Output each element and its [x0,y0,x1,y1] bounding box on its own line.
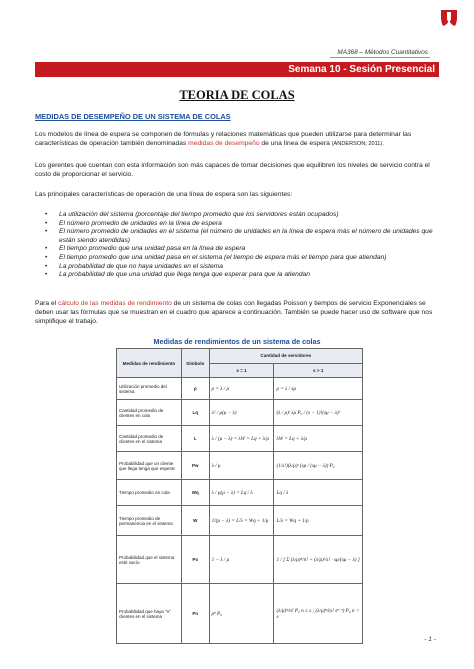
measure-name: Tiempo promedio de permanencia en el sistema [117,506,182,536]
measure-name: Probabilidad que el sistema esté vacío [117,536,182,584]
formula-sn: (1/s!)(λ/μ)ˢ (sμ / (sμ − λ)) P₀ [274,452,363,480]
measure-name: Cantidad promedio de clientes en cola [117,400,182,426]
measure-name: Cantidad promedio de clientes en el sistema [117,426,182,452]
intro-text: Los modelos de línea de espera se componen de fórmulas y relaciones matemáticas que pueden utilizarse para determinar las características de operación también denominadas [35,131,412,147]
session-banner: Semana 10 - Sesión Presencial [35,62,439,77]
list-item: • El número promedio de unidades en el sistema (el número de unidades en la línea de espera más el número de unidades que están siendo atendidas) [45,228,440,245]
formula-sn: (λ / μ)ˢ λμ P₀ / (s − 1)!(sμ − λ)² [274,400,363,426]
formula-sn: (λ/μ)ⁿ/n! P₀ n ≤ s ; (λ/μ)ⁿ/(s! sⁿ⁻ˢ) P₀ n > s [274,584,363,644]
table-row [117,426,363,452]
list-item: • La probabilidad de que no haya unidades en el sistema [45,263,440,272]
measure-symbol: Wq [181,480,209,506]
table-row [117,378,363,400]
intro-paragraph [35,130,440,149]
formula-sn: L/λ = Wq + 1/μ [274,506,363,536]
measure-name: Probabilidad que un cliente que llega tenga que esperar [117,452,182,480]
page-number: - 1 - [424,636,436,643]
formula-s1: 1/(μ − λ) = L/λ = Wq + 1/μ [209,506,274,536]
calculation-paragraph [35,299,440,326]
characteristics-intro: Las principales características de operación de una línea de espera son las siguientes: [35,191,293,198]
page-title: TEORIA DE COLAS [179,88,295,102]
highlight-term: cálculo de las medidas de rendimiento [58,300,172,307]
header-s1: s = 1 [209,363,274,378]
list-item: • El tiempo promedio que una unidad pasa en la línea de espera [45,245,440,254]
table-row [117,536,363,584]
header-divider [330,57,430,58]
formula-sn: λW = Lq + λ/μ [274,426,363,452]
measure-symbol: L [181,426,209,452]
measure-symbol: W [181,506,209,536]
calc-text: Para el [35,300,59,307]
table-row [117,452,363,480]
formula-sn: Lq / λ [274,480,363,506]
citation: (ANDERSON; 2011). [331,141,384,147]
formula-s1: 1 − λ / μ [209,536,274,584]
formula-s1: ρⁿ P₀ [209,584,274,644]
measure-name: Probabilidad que haya "n" clientes en el sistema [117,584,182,644]
header-sn: s > 1 [274,363,363,378]
measure-symbol: Pn [181,584,209,644]
measure-name: Tiempo promedio en cola [117,480,182,506]
header-measure: Medidas de rendimiento [117,349,182,378]
course-name: MA368 – Métodos Cuantitativos [337,49,428,56]
formula-s1: λ / (μ − λ) = λW = Lq + λ/μ [209,426,274,452]
formula-s1: λ / μ [209,452,274,480]
table-row [117,400,363,426]
table-row [117,506,363,536]
formula-s1: ρ = λ / μ [209,378,274,400]
section-heading: MEDIDAS DE DESEMPEÑO DE UN SISTEMA DE COLAS [35,112,231,121]
table-row [117,480,363,506]
list-item: • La probabilidad de que una unidad que llega tenga que esperar para que la atiendan [45,271,440,280]
measure-symbol: Lq [181,400,209,426]
list-item: • El tiempo promedio que una unidad pasa en el sistema (el tiempo de espera más el tiempo para que atiendan) [45,254,440,263]
table-header-row [117,349,363,364]
header-symbol: Símbolo [181,349,209,378]
highlight-term: medidas de desempeño [188,140,260,147]
measure-symbol: Pw [181,452,209,480]
measures-table [116,348,363,644]
formula-s1: λ² / μ(μ − λ) [209,400,274,426]
formula-s1: λ / μ(μ − λ) = Lq / λ [209,480,274,506]
formula-sn: ρ = λ / sμ [274,378,363,400]
intro-text-continued: de una línea de espera [259,140,332,147]
list-item: • La utilización del sistema (porcentaje del tiempo promedio que los servidores están ocupados) [45,211,440,220]
table-row [117,584,363,644]
managers-paragraph: Los gerentes que cuentan con esta información son más capaces de tomar decisiones que equilibren los niveles de servicio contra el costo de proporcionar el servicio. [35,162,430,178]
measure-symbol: Po [181,536,209,584]
characteristics-list [45,211,440,280]
table-title: Medidas de rendimientos de un sistema de colas [153,337,321,346]
calc-text-continued: de un sistema de colas con llegadas Poisson y tiempos de servicio Exponenciales se deben usar las fórmulas que se muestran en el cuadro que aparece a continuación. También se puede hacer uso de software que nos simplifique el trabajo. [35,300,433,325]
formula-sn: 1 / [ Σ (λ/μ)ⁿ/n! + (λ/μ)ˢ/s! · sμ/(sμ − λ) ] [274,536,363,584]
measure-symbol: ρ [181,378,209,400]
header-servers: Cantidad de servidores [209,349,362,364]
list-item: • El número promedio de unidades en la línea de espera [45,220,440,229]
measure-name: Utilización promedio del sistema [117,378,182,400]
upc-logo-icon [438,7,460,29]
